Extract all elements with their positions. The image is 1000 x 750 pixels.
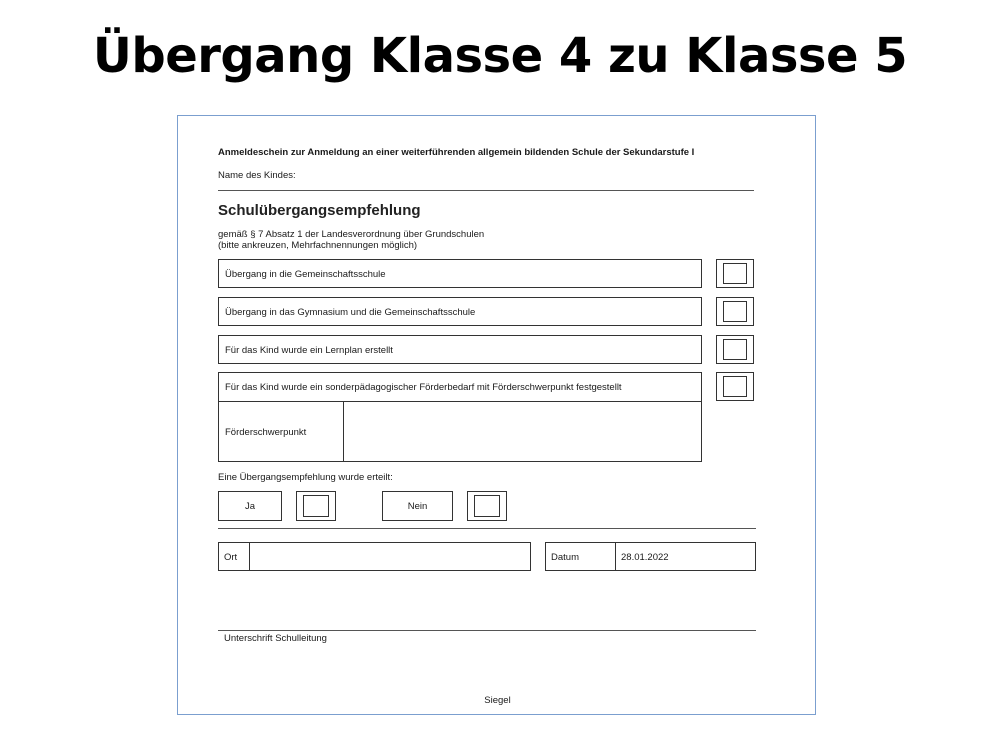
section-rule: [218, 528, 756, 529]
option-label: Übergang in das Gymnasium und die Gemeinschaftsschule: [225, 307, 476, 318]
foerderschwerpunkt-label: Förderschwerpunkt: [225, 427, 307, 438]
form-subtitle-legal: gemäß § 7 Absatz 1 der Landesverordnung über Grundschulen: [218, 229, 485, 240]
option-gymnasium: [218, 297, 702, 326]
date-field: [545, 542, 756, 571]
date-label: Datum: [551, 552, 579, 563]
slide-title: Übergang Klasse 4 zu Klasse 5: [92, 28, 908, 84]
option-foerderbedarf-checkbox-frame: [716, 372, 754, 401]
option-lernplan: [218, 335, 702, 364]
option-gemeinschaftsschule: [218, 259, 702, 288]
option-gemeinschaftsschule-checkbox[interactable]: [723, 263, 747, 284]
yes-label: Ja: [244, 501, 256, 512]
yes-box: [218, 491, 282, 521]
no-label: Nein: [407, 501, 428, 512]
option-gymnasium-checkbox[interactable]: [723, 301, 747, 322]
form-heading: Schulübergangsempfehlung: [218, 202, 421, 219]
option-gymnasium-checkbox-frame: [716, 297, 754, 326]
option-label: Für das Kind wurde ein Lernplan erstellt: [225, 345, 393, 356]
form-document: [177, 115, 816, 715]
signature-label: Unterschrift Schulleitung: [224, 633, 327, 644]
option-foerderbedarf-checkbox[interactable]: [723, 376, 747, 397]
place-separator: [249, 543, 250, 570]
option-foerderbedarf: [218, 372, 702, 462]
place-label: Ort: [224, 552, 238, 563]
option-label: Übergang in die Gemeinschaftsschule: [225, 269, 386, 280]
child-name-label: Name des Kindes:: [218, 170, 296, 181]
signature-rule: [218, 630, 756, 631]
option-gemeinschaftsschule-checkbox-frame: [716, 259, 754, 288]
no-checkbox[interactable]: [474, 495, 500, 517]
seal-label: Siegel: [484, 695, 511, 706]
foerderschwerpunkt-field[interactable]: [345, 402, 701, 461]
date-value[interactable]: 28.01.2022: [621, 552, 669, 563]
option-label: Für das Kind wurde ein sonderpädagogischer Förderbedarf mit Förderschwerpunkt festgestellt: [225, 382, 622, 393]
yes-checkbox-frame: [296, 491, 336, 521]
option-lernplan-checkbox-frame: [716, 335, 754, 364]
form-header: Anmeldeschein zur Anmeldung an einer weiterführenden allgemein bildenden Schule der Sekundarstufe I: [218, 147, 695, 158]
date-separator: [615, 543, 616, 570]
name-rule: [218, 190, 754, 191]
yes-checkbox[interactable]: [303, 495, 329, 517]
no-box: [382, 491, 453, 521]
form-subtitle-instructions: (bitte ankreuzen, Mehrfachnennungen möglich): [218, 240, 418, 251]
option-lernplan-checkbox[interactable]: [723, 339, 747, 360]
recommendation-label: Eine Übergangsempfehlung wurde erteilt:: [218, 472, 393, 483]
place-field: [218, 542, 531, 571]
foerder-label-cell: [219, 401, 344, 461]
no-checkbox-frame: [467, 491, 507, 521]
